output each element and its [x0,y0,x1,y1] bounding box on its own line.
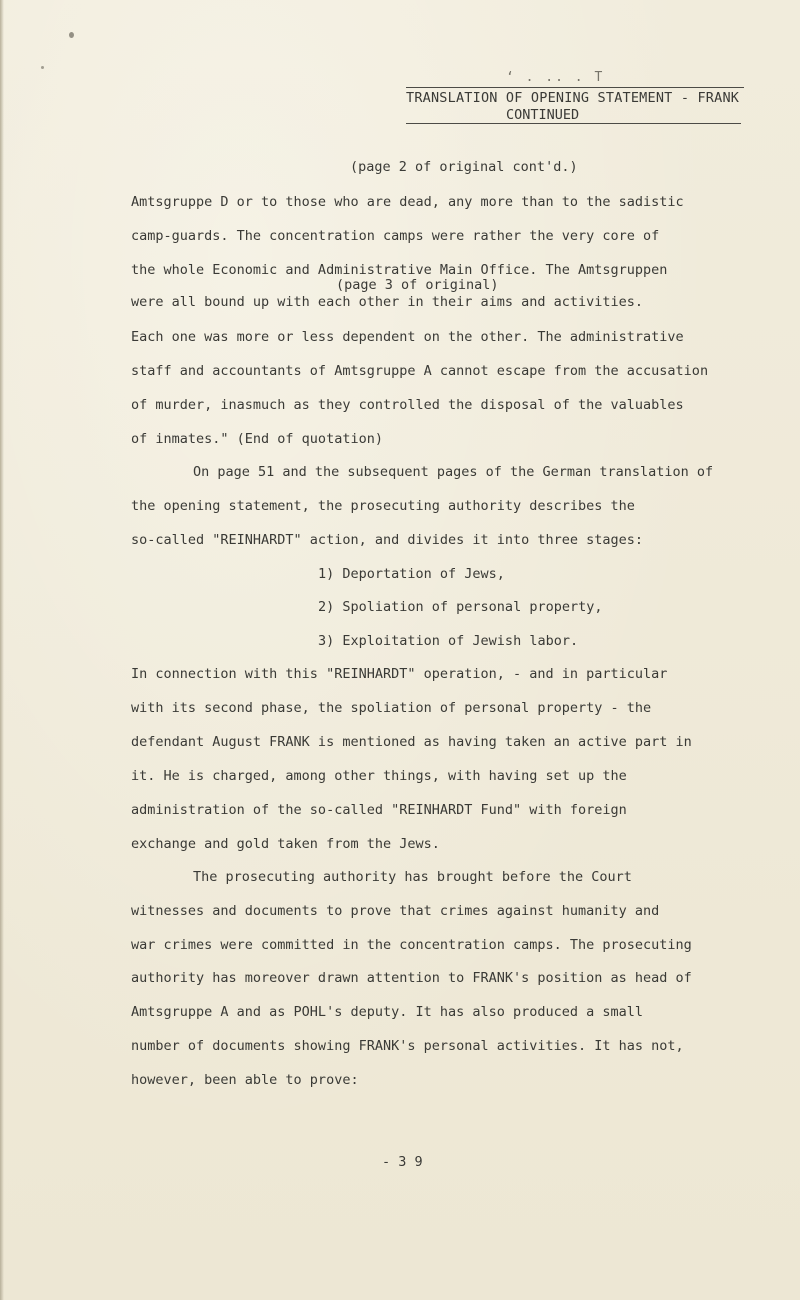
text-line: war crimes were committed in the concentration camps. The prosecuting [131,937,692,953]
paper-edge [0,0,4,1300]
text-line: so-called "REINHARDT" action, and divides it into three stages: [131,532,644,548]
text-line: exchange and gold taken from the Jews. [131,836,440,852]
text-line: staff and accountants of Amtsgruppe A cannot escape from the accusation [131,363,709,379]
text-line: In connection with this "REINHARDT" operation, - and in particular [131,666,668,682]
page-note: (page 3 of original) [336,277,499,293]
text-line: administration of the so-called "REINHARDT Fund" with foreign [131,802,627,818]
paragraph-start: On page 51 and the subsequent pages of the German translation of [193,464,714,480]
header-rule-top [406,87,744,88]
text-line: were all bound up with each other in their aims and activities. [131,294,644,310]
text-line: number of documents showing FRANK's personal activities. It has not, [131,1038,684,1054]
ink-spot [41,66,44,69]
text-line: Amtsgruppe A and as POHL's deputy. It has also produced a small [131,1004,644,1020]
text-line: Amtsgruppe D or to those who are dead, any more than to the sadistic [131,194,684,210]
list-item: 2) Spoliation of personal property, [318,599,603,615]
header-rule-bottom [406,123,741,124]
text-line: with its second phase, the spoliation of personal property - the [131,700,652,716]
paragraph-start: The prosecuting authority has brought before the Court [193,869,632,885]
text-line: camp-guards. The concentration camps were rather the very core of [131,228,660,244]
page-number: - 3 9 [382,1154,423,1170]
page-note: (page 2 of original cont'd.) [350,159,578,175]
text-line: however, been able to prove: [131,1072,359,1088]
text-line: Each one was more or less dependent on the other. The administrative [131,329,684,345]
text-line: of murder, inasmuch as they controlled the disposal of the valuables [131,397,684,413]
text-line: the opening statement, the prosecuting authority describes the [131,498,635,514]
text-line: witnesses and documents to prove that crimes against humanity and [131,903,660,919]
list-item: 1) Deportation of Jews, [318,566,505,582]
text-line: it. He is charged, among other things, with having set up the [131,768,627,784]
header-title: TRANSLATION OF OPENING STATEMENT - FRANK [406,90,740,106]
text-line: authority has moreover drawn attention to FRANK's position as head of [131,970,692,986]
header-subtitle: CONTINUED [506,107,580,123]
ink-spot [69,32,74,38]
text-line: of inmates." (End of quotation) [131,431,383,447]
list-item: 3) Exploitation of Jewish labor. [318,633,579,649]
text-line: the whole Economic and Administrative Main Office. The Amtsgruppen [131,262,668,278]
header-marks: ‘ . .. . T [506,70,605,85]
text-line: defendant August FRANK is mentioned as having taken an active part in [131,734,692,750]
